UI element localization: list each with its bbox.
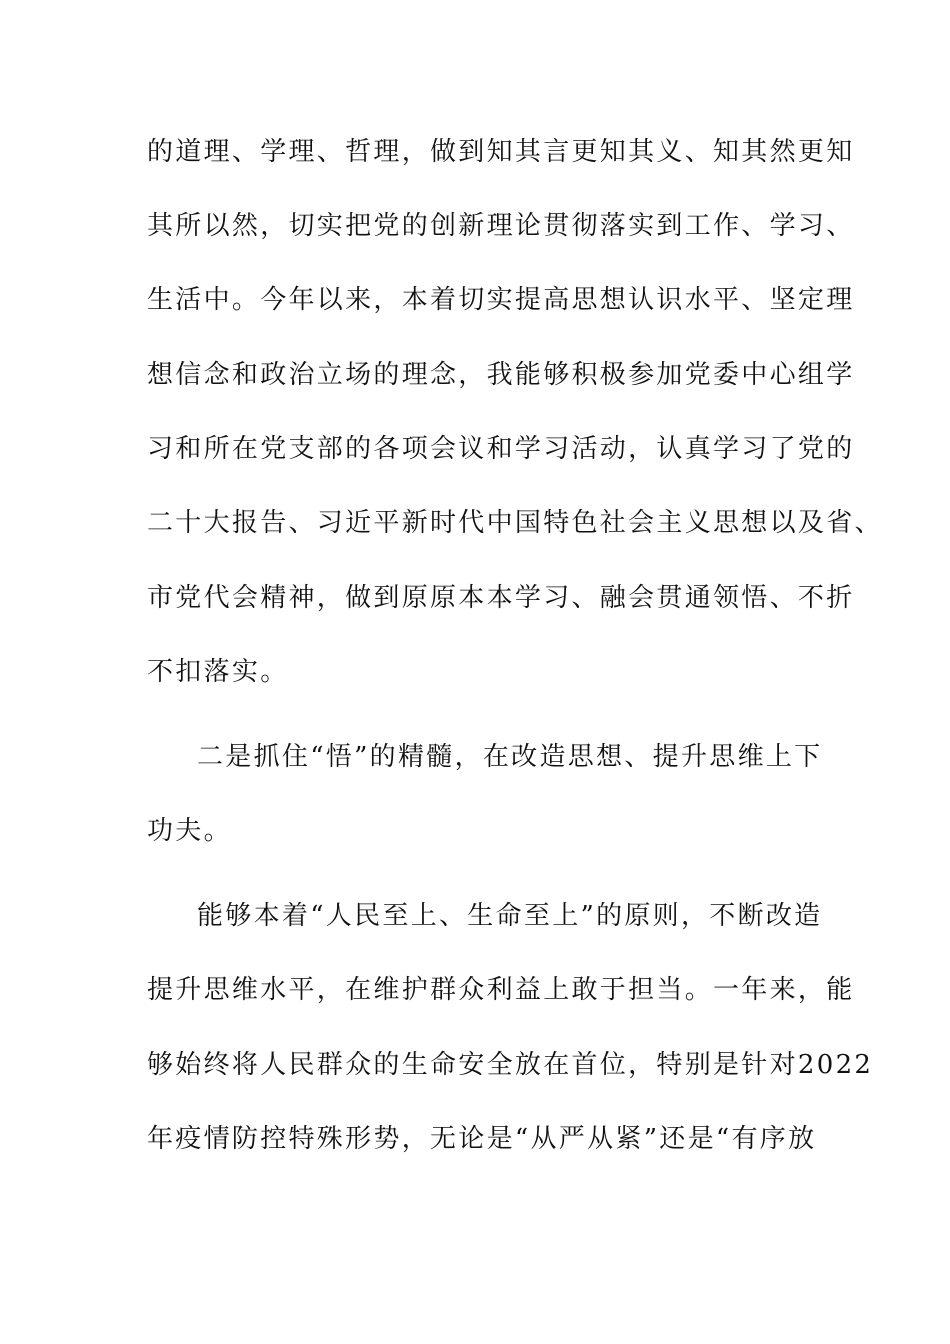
section-heading-line-2: 功夫。 <box>147 816 232 846</box>
text-line-1: 的道理、学理、哲理，做到知其言更知其义、知其然更知 <box>147 137 855 167</box>
text-line-6: 二十大报告、习近平新时代中国特色社会主义思想以及省、 <box>147 508 883 538</box>
text-line-3: 生活中。今年以来，本着切实提高思想认识水平、坚定理 <box>147 285 855 315</box>
text-line-13: 够始终将人民群众的生命安全放在首位，特别是针对2022 <box>147 1050 874 1080</box>
text-line-8: 不扣落实。 <box>147 657 289 687</box>
text-line-4: 想信念和政治立场的理念，我能够积极参加党委中心组学 <box>147 360 855 390</box>
text-line-14: 年疫情防控特殊形势，无论是“从严从紧”还是“有序放 <box>147 1124 817 1154</box>
text-line-5: 习和所在党支部的各项会议和学习活动，认真学习了党的 <box>147 434 855 464</box>
text-line-7: 市党代会精神，做到原原本本学习、融会贯通领悟、不折 <box>147 583 855 613</box>
section-heading-line-1: 二是抓住“悟”的精髓，在改造思想、提升思维上下 <box>197 742 823 772</box>
text-line-11: 能够本着“人民至上、生命至上”的原则，不断改造 <box>197 901 823 931</box>
text-line-2: 其所以然，切实把党的创新理论贯彻落实到工作、学习、 <box>147 211 855 241</box>
text-line-12: 提升思维水平，在维护群众利益上敢于担当。一年来，能 <box>147 975 855 1005</box>
